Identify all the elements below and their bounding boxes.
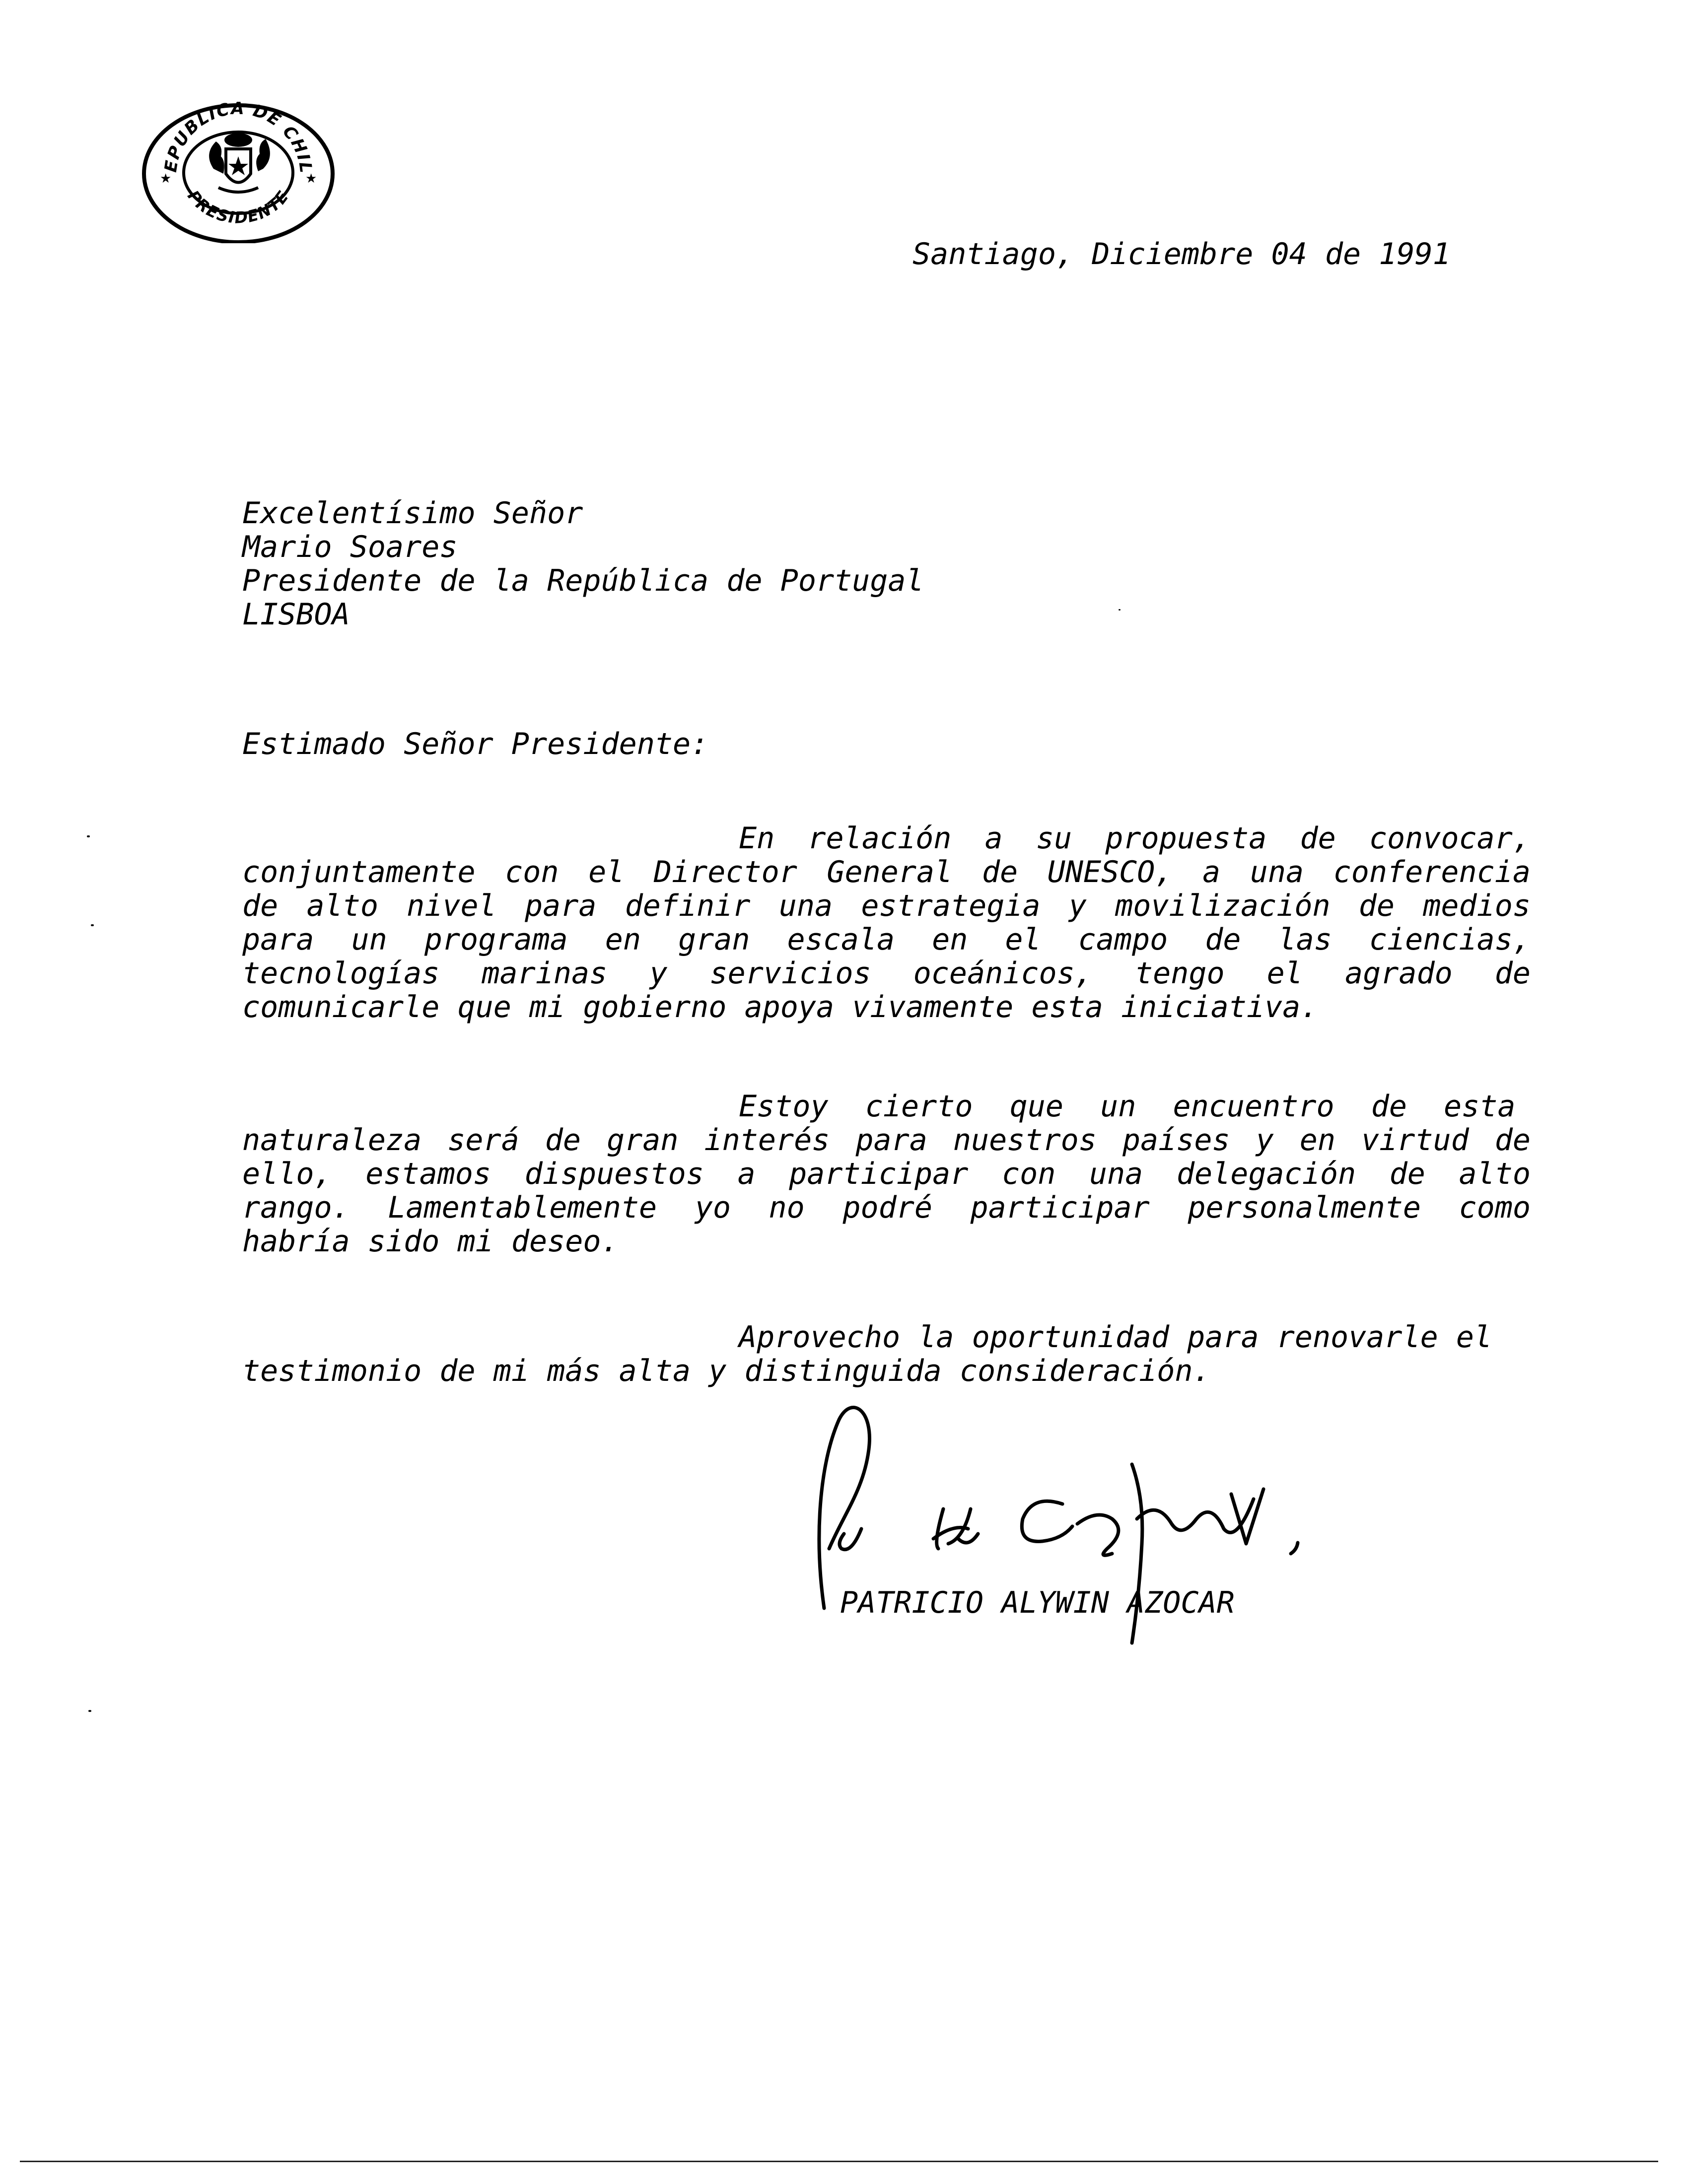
body-paragraph-2 (242, 1090, 1531, 1258)
paragraph-line: Aprovecho la oportunidad para renovarle el (739, 1320, 1492, 1355)
bottom-rule (20, 2161, 1658, 2162)
coat-of-arms-icon (209, 133, 270, 192)
paragraph-line: conjuntamente con el Director General de UNESCO, a una conferencia (242, 855, 1531, 889)
paragraph-line: comunicarle que mi gobierno apoya vivamente esta iniciativa. (242, 990, 1319, 1024)
paragraph-line: Estoy cierto que un encuentro de esta (739, 1089, 1516, 1124)
paragraph-line: naturaleza será de gran interés para nuestros países y en virtud de (242, 1123, 1531, 1158)
svg-text:REPUBLICA DE CHILE (139, 94, 316, 175)
seal-star-left-icon: ★ (160, 171, 172, 186)
recipient-line: LISBOA (242, 597, 350, 632)
seal-bottom-text: PRESIDENTE (184, 187, 293, 227)
date-line: Santiago, Diciembre 04 de 1991 (912, 237, 1451, 272)
body-paragraph-3 (242, 1320, 1531, 1388)
scan-speck (1119, 609, 1121, 611)
paragraph-line: tecnologías marinas y servicios oceánicos, tengo el agrado de (242, 956, 1531, 991)
body-paragraph-1 (242, 821, 1531, 1024)
scan-speck (88, 1710, 91, 1712)
paragraph-line: En relación a su propuesta de convocar, (739, 821, 1531, 856)
paragraph-line: testimonio de mi más alta y distinguida consideración. (242, 1354, 1211, 1388)
paragraph-line: rango. Lamentablemente yo no podré participar personalmente como (242, 1190, 1531, 1225)
seal-star-right-icon: ★ (305, 171, 317, 186)
scan-speck (91, 924, 94, 926)
recipient-line: Excelentísimo Señor (242, 496, 583, 531)
signatory-name: PATRICIO ALYWIN AZOCAR (840, 1585, 1235, 1620)
paragraph-line: de alto nivel para definir una estrategia y movilización de medios (242, 888, 1531, 923)
recipient-line: Presidente de la República de Portugal (242, 563, 924, 598)
seal-top-text: EPUBLICA DE CHIL (160, 98, 316, 175)
salutation: Estimado Señor Presidente: (242, 727, 709, 761)
presidential-seal (139, 94, 338, 243)
scan-speck (87, 835, 90, 837)
paragraph-line: habría sido mi deseo. (242, 1224, 619, 1259)
paragraph-line: para un programa en gran escala en el campo de las ciencias, (242, 922, 1531, 957)
seal-drawing (139, 94, 338, 243)
paragraph-line: ello, estamos dispuestos a participar con una delegación de alto (242, 1157, 1531, 1191)
recipient-line: Mario Soares (242, 530, 458, 564)
